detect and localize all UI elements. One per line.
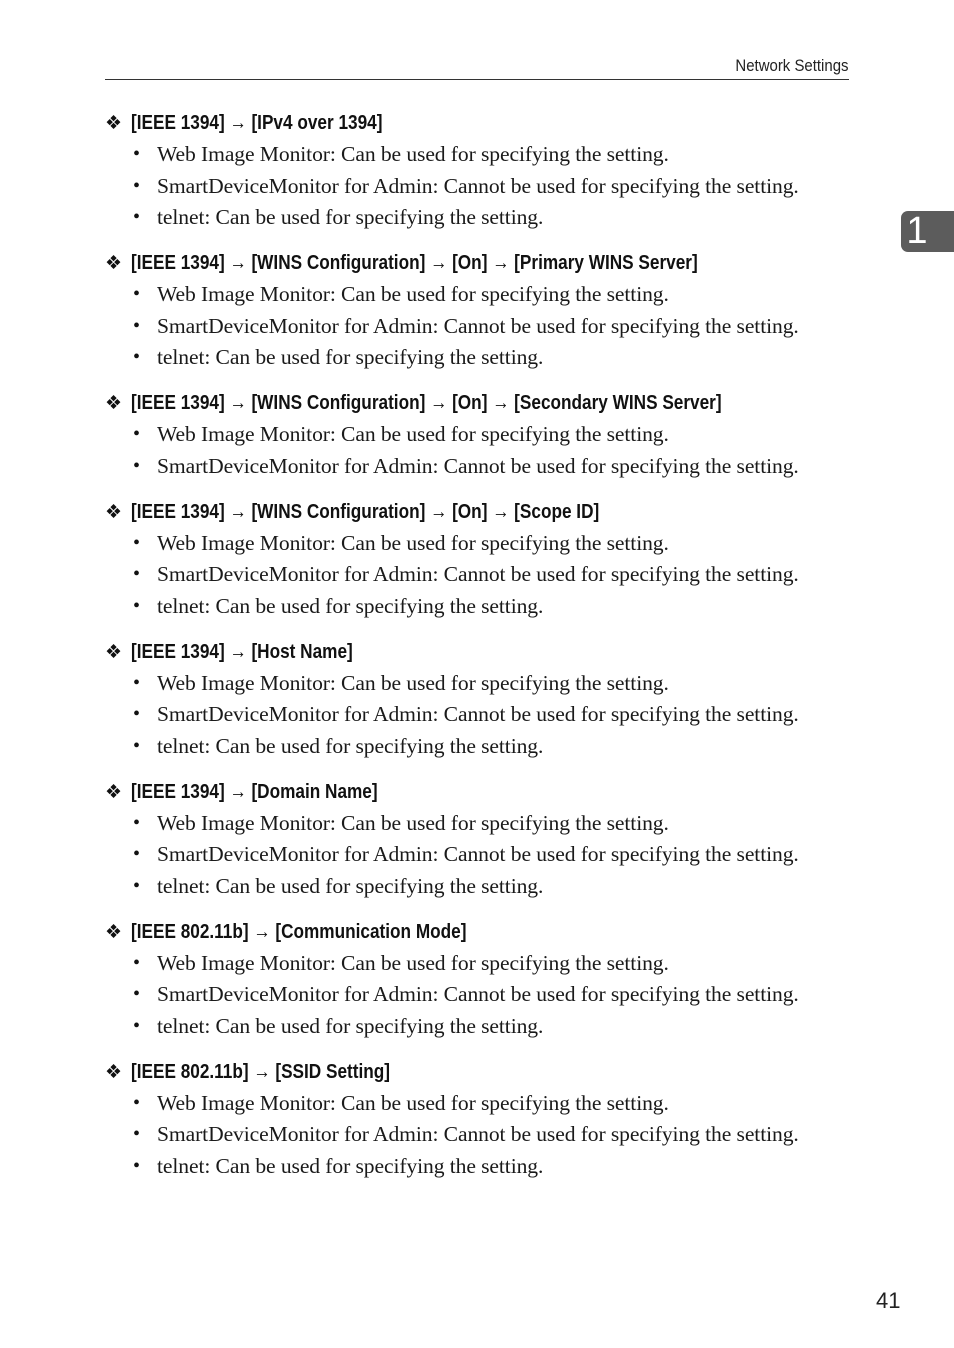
section-heading xyxy=(105,917,865,948)
diamond-bullet-icon: ❖ xyxy=(105,393,123,415)
list-item: • telnet: Can be used for specifying the setting. xyxy=(105,871,865,903)
support-list xyxy=(105,1088,865,1183)
list-item: • SmartDeviceMonitor for Admin: Cannot be used for specifying the setting. xyxy=(105,979,865,1011)
list-item: • SmartDeviceMonitor for Admin: Cannot be used for specifying the setting. xyxy=(105,311,865,343)
list-item: • SmartDeviceMonitor for Admin: Cannot be used for specifying the setting. xyxy=(105,559,865,591)
setting-section xyxy=(105,388,865,482)
support-list xyxy=(105,139,865,234)
page-number: 41 xyxy=(876,1288,901,1313)
diamond-bullet-icon: ❖ xyxy=(105,253,123,275)
list-item: • telnet: Can be used for specifying the setting. xyxy=(105,202,865,234)
menu-path: [IEEE 1394] → [Host Name] xyxy=(131,640,353,663)
list-item: • telnet: Can be used for specifying the setting. xyxy=(105,1011,865,1043)
list-item: • Web Image Monitor: Can be used for specifying the setting. xyxy=(105,139,865,171)
menu-path: [IEEE 1394] → [WINS Configuration] → [On] → [Secondary WINS Server] xyxy=(131,392,722,415)
list-item: • telnet: Can be used for specifying the setting. xyxy=(105,1151,865,1183)
running-header: Network Settings xyxy=(734,56,848,75)
section-heading xyxy=(105,248,865,279)
menu-path: [IEEE 1394] → [IPv4 over 1394] xyxy=(131,112,383,134)
chapter-tab xyxy=(901,211,954,252)
diamond-bullet-icon: ❖ xyxy=(105,501,123,523)
section-heading xyxy=(105,108,865,139)
chapter-number: 1 xyxy=(906,210,928,252)
support-list xyxy=(105,808,865,903)
list-item: • Web Image Monitor: Can be used for specifying the setting. xyxy=(105,1088,865,1120)
diamond-bullet-icon: ❖ xyxy=(105,113,123,134)
list-item: • telnet: Can be used for specifying the setting. xyxy=(105,342,865,374)
setting-section xyxy=(105,108,865,234)
section-heading xyxy=(105,497,865,528)
list-item: • SmartDeviceMonitor for Admin: Cannot be used for specifying the setting. xyxy=(105,839,865,871)
support-list xyxy=(105,668,865,763)
settings-list xyxy=(105,108,865,1197)
menu-path: [IEEE 1394] → [WINS Configuration] → [On] → [Scope ID] xyxy=(131,500,600,523)
list-item: • telnet: Can be used for specifying the setting. xyxy=(105,591,865,623)
diamond-bullet-icon: ❖ xyxy=(105,1061,123,1083)
menu-path: [IEEE 1394] → [Domain Name] xyxy=(131,780,378,803)
section-heading xyxy=(105,388,865,419)
diamond-bullet-icon: ❖ xyxy=(105,921,123,943)
list-item: • Web Image Monitor: Can be used for specifying the setting. xyxy=(105,948,865,980)
support-list xyxy=(105,528,865,623)
list-item: • SmartDeviceMonitor for Admin: Cannot be used for specifying the setting. xyxy=(105,699,865,731)
list-item: • SmartDeviceMonitor for Admin: Cannot be used for specifying the setting. xyxy=(105,171,865,203)
diamond-bullet-icon: ❖ xyxy=(105,781,123,803)
menu-path: [IEEE 1394] → [WINS Configuration] → [On] → [Primary WINS Server] xyxy=(131,252,698,275)
diamond-bullet-icon: ❖ xyxy=(105,641,123,663)
list-item: • Web Image Monitor: Can be used for specifying the setting. xyxy=(105,419,865,451)
setting-section xyxy=(105,497,865,623)
header-rule xyxy=(105,79,849,80)
section-heading xyxy=(105,637,865,668)
setting-section xyxy=(105,637,865,763)
setting-section xyxy=(105,917,865,1043)
menu-path: [IEEE 802.11b] → [Communication Mode] xyxy=(131,920,467,943)
list-item: • SmartDeviceMonitor for Admin: Cannot be used for specifying the setting. xyxy=(105,1119,865,1151)
support-list xyxy=(105,279,865,374)
setting-section xyxy=(105,1057,865,1183)
list-item: • Web Image Monitor: Can be used for specifying the setting. xyxy=(105,528,865,560)
list-item: • Web Image Monitor: Can be used for specifying the setting. xyxy=(105,808,865,840)
section-heading xyxy=(105,1057,865,1088)
list-item: • telnet: Can be used for specifying the setting. xyxy=(105,731,865,763)
list-item: • SmartDeviceMonitor for Admin: Cannot be used for specifying the setting. xyxy=(105,451,865,483)
support-list xyxy=(105,419,865,482)
support-list xyxy=(105,948,865,1043)
menu-path: [IEEE 802.11b] → [SSID Setting] xyxy=(131,1060,391,1083)
setting-section xyxy=(105,248,865,374)
list-item: • Web Image Monitor: Can be used for specifying the setting. xyxy=(105,668,865,700)
setting-section xyxy=(105,777,865,903)
list-item: • Web Image Monitor: Can be used for specifying the setting. xyxy=(105,279,865,311)
section-heading xyxy=(105,777,865,808)
